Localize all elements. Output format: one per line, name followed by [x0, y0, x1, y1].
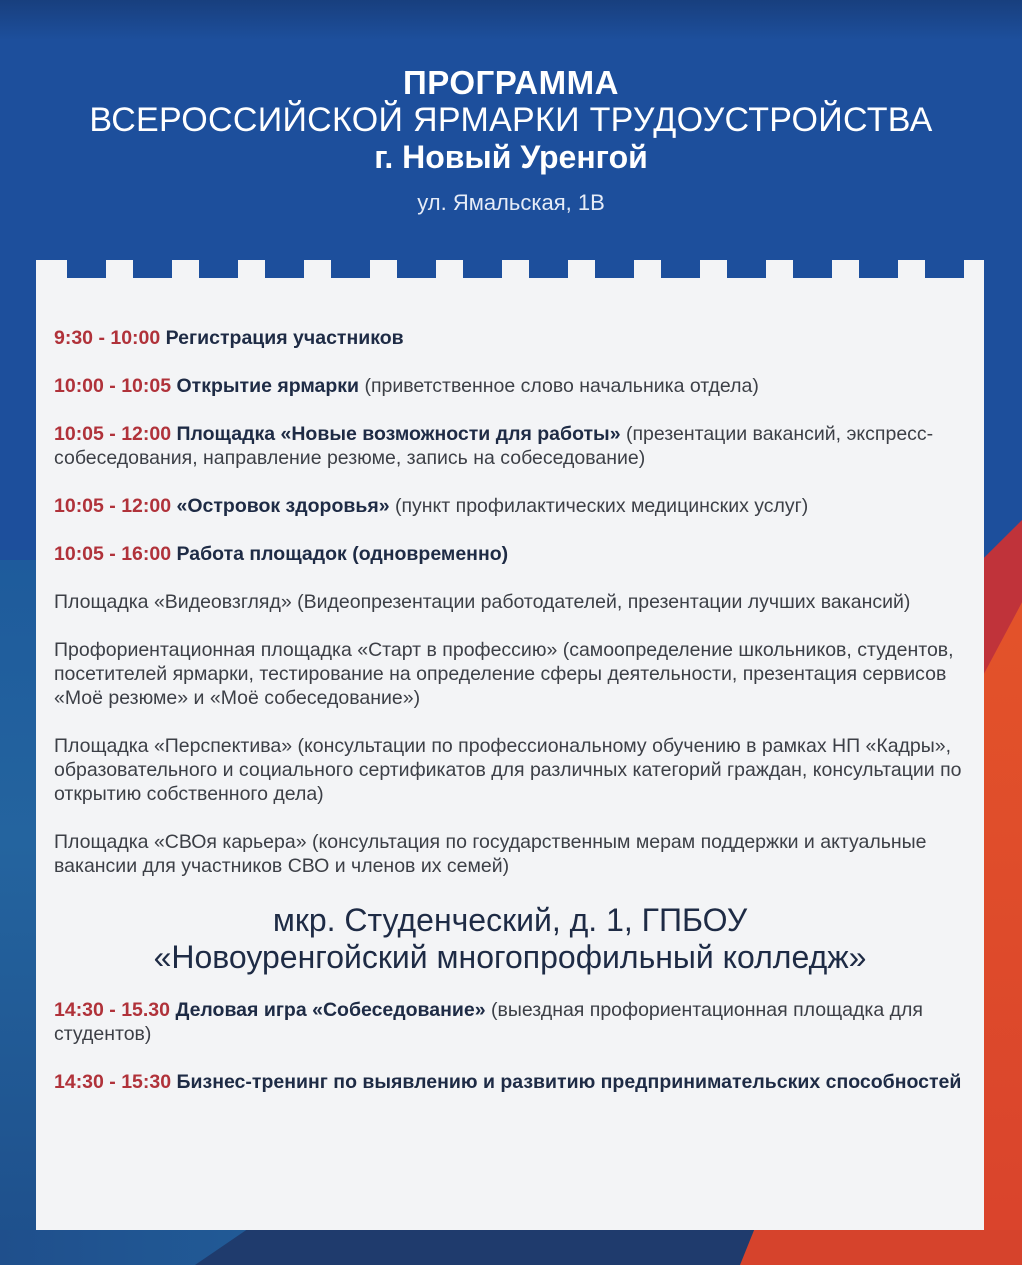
schedule-time: 10:05 - 12:00 — [54, 495, 172, 517]
background-bottom-navy — [195, 1230, 765, 1265]
schedule-time: 10:00 - 10:05 — [54, 375, 172, 397]
program-card — [36, 260, 984, 1230]
schedule-time: 14:30 - 15.30 — [54, 999, 171, 1021]
schedule-time: 10:05 - 16:00 — [54, 543, 172, 565]
schedule-title: Деловая игра «Собеседование» — [175, 999, 486, 1021]
schedule-item — [54, 542, 964, 566]
edge-notch — [595, 260, 634, 278]
edge-notch — [661, 260, 700, 278]
venue-heading — [36, 902, 984, 976]
schedule-item — [54, 494, 964, 518]
background-top-shade — [0, 0, 1022, 40]
card-crenellated-edge — [36, 260, 984, 278]
program-content — [54, 326, 964, 1118]
edge-notch — [331, 260, 370, 278]
platform-item: Площадка «СВОя карьера» (консультация по государственным мерам поддержки и актуальные вакансии для участников СВО и членов их семей) — [54, 831, 927, 877]
schedule-item — [54, 1070, 964, 1094]
schedule-item — [54, 326, 964, 350]
platform-item: Профориентационная площадка «Старт в профессию» (самоопределение школьников, студентов, посетителей ярмарки, тестирование на определение сферы деятельности, презентация сервисов «Моё резюме» и «Моё собеседование») — [54, 639, 954, 709]
schedule-list-college — [54, 998, 964, 1094]
edge-notch — [727, 260, 766, 278]
edge-notch — [463, 260, 502, 278]
schedule-description: (пункт профилактических медицинских услуг) — [394, 495, 809, 517]
background-bottom-red — [740, 1230, 1022, 1265]
city-name: г. Новый Уренгой — [374, 139, 648, 175]
edge-notch — [397, 260, 436, 278]
schedule-description: (презентации вакансий, экспресс-собеседования, направление резюме, запись на собеседование) — [54, 423, 934, 469]
edge-notch — [199, 260, 238, 278]
edge-notch — [793, 260, 832, 278]
edge-notch — [67, 260, 106, 278]
schedule-title: Бизнес-тренинг по выявлению и развитию предпринимательских способностей — [176, 1071, 962, 1093]
schedule-time: 9:30 - 10:00 — [54, 327, 161, 349]
page-title: ПРОГРАММА — [403, 64, 619, 101]
schedule-time: 10:05 - 12:00 — [54, 423, 172, 445]
schedule-title: Регистрация участников — [165, 327, 404, 349]
platforms-list — [54, 590, 964, 878]
venue-line-2: «Новоуренгойский многопрофильный колледж» — [153, 939, 867, 975]
schedule-list — [54, 326, 964, 566]
address: ул. Ямальская, 1В — [417, 190, 605, 215]
edge-notch — [859, 260, 898, 278]
edge-notch — [925, 260, 964, 278]
schedule-title: Работа площадок (одновременно) — [176, 543, 509, 565]
schedule-title: «Островок здоровья» — [176, 495, 390, 517]
page-subtitle: ВСЕРОССИЙСКОЙ ЯРМАРКИ ТРУДОУСТРОЙСТВА — [89, 101, 933, 139]
schedule-time: 14:30 - 15:30 — [54, 1071, 172, 1093]
edge-notch — [265, 260, 304, 278]
edge-notch — [133, 260, 172, 278]
venue-line-1: мкр. Студенческий, д. 1, ГПБОУ — [272, 902, 748, 938]
schedule-item — [54, 998, 964, 1046]
schedule-item — [54, 374, 964, 398]
schedule-title: Открытие ярмарки — [176, 375, 360, 397]
platform-item: Площадка «Видеовзгляд» (Видеопрезентации работодателей, презентации лучших вакансий) — [54, 591, 911, 613]
edge-notch — [529, 260, 568, 278]
platform-item: Площадка «Перспектива» (консультации по профессиональному обучению в рамках НП «Кадры», образовательного и социального сертификатов для различных категорий граждан, консультации по открытию собственного дела) — [54, 735, 962, 805]
schedule-description: (выездная профориентационная площадка для студентов) — [54, 999, 923, 1045]
schedule-item — [54, 422, 964, 470]
schedule-title: Площадка «Новые возможности для работы» — [176, 423, 621, 445]
schedule-description: (приветственное слово начальника отдела) — [364, 375, 759, 397]
